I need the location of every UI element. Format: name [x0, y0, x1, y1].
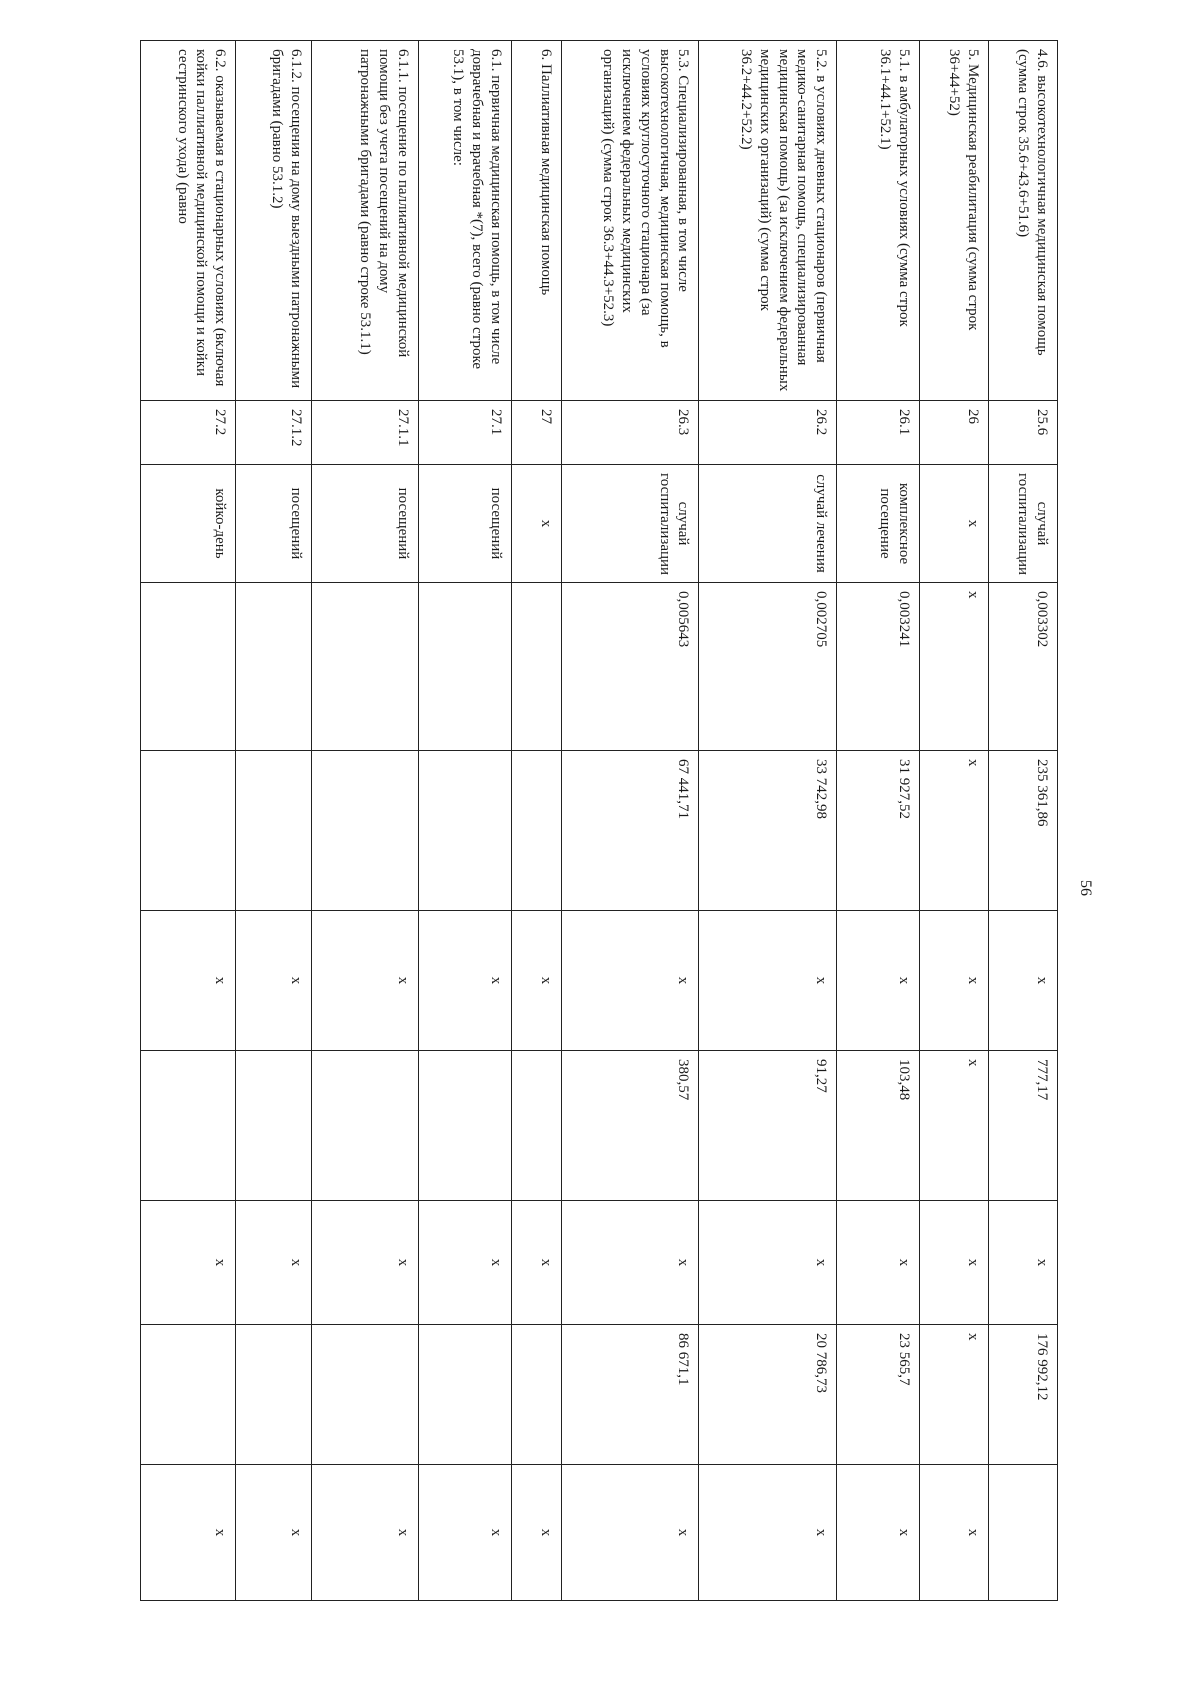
cell-cost-norm — [312, 751, 419, 911]
cell-row-name: 5.2. в условиях дневных стационаров (первичная медико-санитарная помощь, специализированная медицинская помощь) (за исключением федеральных медицинских организаций) (сумма строк 36.2+44.2+52.2) — [699, 41, 837, 401]
cell-total-budget-marker: х — [312, 1201, 419, 1325]
cell-total-oms — [236, 1325, 312, 1465]
cell-cost-norm — [511, 751, 561, 911]
cell-per-capita-budget: х — [236, 911, 312, 1051]
table-row — [141, 41, 236, 1601]
cell-row-name: 6.2. оказываемая в стационарных условиях (включая койки паллиативной медицинской помощи и койки сестринского ухода) (равно — [141, 41, 236, 401]
page-number: 56 — [1077, 880, 1094, 896]
cell-row-code: 27.1.1 — [312, 401, 419, 465]
cell-row-name: 5.3. Специализированная, в том числе высокотехнологичная, медицинская помощь, в условиях круглосуточного стационара (за исключением федеральных медицинских организаций) (сумма строк 36.3+44.3+52.3) — [561, 41, 699, 401]
cell-volume-norm — [419, 583, 512, 751]
cell-total-marker: х — [419, 1465, 512, 1601]
cell-cost-norm: х — [920, 751, 989, 911]
cell-unit: койко-день — [141, 465, 236, 583]
cell-cost-norm — [141, 751, 236, 911]
cell-total-oms — [312, 1325, 419, 1465]
cell-total-oms — [511, 1325, 561, 1465]
cell-total-marker: х — [837, 1465, 920, 1601]
cell-total-budget-marker: х — [236, 1201, 312, 1325]
cell-volume-norm — [141, 583, 236, 751]
cell-per-capita-budget: х — [511, 911, 561, 1051]
cell-per-capita-budget: х — [920, 911, 989, 1051]
cell-unit: посещений — [236, 465, 312, 583]
cell-total-oms: х — [920, 1325, 989, 1465]
cell-total-budget-marker: х — [920, 1201, 989, 1325]
cell-per-capita-oms: 777,17 — [989, 1051, 1058, 1201]
cell-volume-norm — [236, 583, 312, 751]
cell-volume-norm — [312, 583, 419, 751]
table-body — [141, 41, 1058, 1601]
cell-unit: посещений — [419, 465, 512, 583]
cell-total-marker: х — [511, 1465, 561, 1601]
cell-cost-norm: 33 742,98 — [699, 751, 837, 911]
cell-row-name: 4.6. высокотехнологичная медицинская помощь (сумма строк 35.6+43.6+51.6) — [989, 41, 1058, 401]
cell-total-marker: х — [236, 1465, 312, 1601]
cell-total-budget-marker: х — [141, 1201, 236, 1325]
cell-row-name: 6. Паллиативная медицинская помощь — [511, 41, 561, 401]
table-row — [511, 41, 561, 1601]
cell-unit: х — [511, 465, 561, 583]
cell-total-budget-marker: х — [419, 1201, 512, 1325]
cell-row-code: 26.2 — [699, 401, 837, 465]
cell-row-code: 27 — [511, 401, 561, 465]
rotated-table-container — [140, 40, 1058, 1600]
cell-total-marker: х — [699, 1465, 837, 1601]
cell-per-capita-budget: х — [699, 911, 837, 1051]
cell-cost-norm — [236, 751, 312, 911]
cell-cost-norm — [419, 751, 512, 911]
cell-total-marker: х — [312, 1465, 419, 1601]
cell-per-capita-budget: х — [419, 911, 512, 1051]
cell-total-budget-marker: х — [989, 1201, 1058, 1325]
cell-cost-norm: 31 927,52 — [837, 751, 920, 911]
cell-row-name: 5. Медицинская реабилитация (сумма строк 36+44+52) — [920, 41, 989, 401]
cell-unit: х — [920, 465, 989, 583]
cell-volume-norm: х — [920, 583, 989, 751]
financing-table — [140, 40, 1058, 1601]
table-row — [989, 41, 1058, 1601]
cell-volume-norm — [511, 583, 561, 751]
cell-row-name: 6.1.2. посещения на дому выездными патронажными бригадами (равно 53.1.2) — [236, 41, 312, 401]
cell-unit: случай госпитализации — [561, 465, 699, 583]
table-row — [837, 41, 920, 1601]
cell-row-code: 27.1 — [419, 401, 512, 465]
table-row — [236, 41, 312, 1601]
cell-total-oms — [141, 1325, 236, 1465]
cell-unit: случай госпитализации — [989, 465, 1058, 583]
cell-volume-norm: 0,003241 — [837, 583, 920, 751]
cell-per-capita-budget: х — [989, 911, 1058, 1051]
cell-total-marker: х — [561, 1465, 699, 1601]
cell-per-capita-oms — [141, 1051, 236, 1201]
cell-row-name: 6.1.1. посещение по паллиативной медицинской помощи без учета посещений на дому патронажными бригадами (равно строке 53.1.1) — [312, 41, 419, 401]
cell-total-marker: х — [141, 1465, 236, 1601]
cell-total-budget-marker: х — [837, 1201, 920, 1325]
cell-total-budget-marker: х — [699, 1201, 837, 1325]
cell-total-marker: х — [920, 1465, 989, 1601]
cell-per-capita-budget: х — [141, 911, 236, 1051]
cell-per-capita-budget: х — [561, 911, 699, 1051]
cell-volume-norm: 0,002705 — [699, 583, 837, 751]
cell-per-capita-oms — [419, 1051, 512, 1201]
cell-row-code: 26.1 — [837, 401, 920, 465]
cell-row-code: 26 — [920, 401, 989, 465]
cell-unit: случай лечения — [699, 465, 837, 583]
table-row — [920, 41, 989, 1601]
cell-row-code: 26.3 — [561, 401, 699, 465]
cell-total-oms: 176 992,12 — [989, 1325, 1058, 1465]
cell-total-oms — [419, 1325, 512, 1465]
cell-total-oms: 23 565,7 — [837, 1325, 920, 1465]
cell-volume-norm: 0,005643 — [561, 583, 699, 751]
cell-per-capita-oms — [312, 1051, 419, 1201]
cell-per-capita-oms: 91,27 — [699, 1051, 837, 1201]
table-row — [561, 41, 699, 1601]
cell-per-capita-oms — [511, 1051, 561, 1201]
table-row — [419, 41, 512, 1601]
table-row — [699, 41, 837, 1601]
cell-unit: посещений — [312, 465, 419, 583]
cell-total-oms: 20 786,73 — [699, 1325, 837, 1465]
cell-cost-norm: 235 361,86 — [989, 751, 1058, 911]
cell-unit: комплексное посещение — [837, 465, 920, 583]
cell-row-name: 6.1. первичная медицинская помощь, в том числе доврачебная и врачебная *(7), всего (равно строке 53.1), в том числе: — [419, 41, 512, 401]
cell-per-capita-budget: х — [312, 911, 419, 1051]
cell-cost-norm: 67 441,71 — [561, 751, 699, 911]
cell-per-capita-oms — [236, 1051, 312, 1201]
cell-total-oms: 86 671,1 — [561, 1325, 699, 1465]
table-row — [312, 41, 419, 1601]
cell-total-marker — [989, 1465, 1058, 1601]
cell-per-capita-oms: 380,57 — [561, 1051, 699, 1201]
cell-total-budget-marker: х — [561, 1201, 699, 1325]
cell-per-capita-budget: х — [837, 911, 920, 1051]
cell-row-name: 5.1. в амбулаторных условиях (сумма строк 36.1+44.1+52.1) — [837, 41, 920, 401]
cell-row-code: 27.1.2 — [236, 401, 312, 465]
cell-total-budget-marker: х — [511, 1201, 561, 1325]
cell-row-code: 25.6 — [989, 401, 1058, 465]
cell-per-capita-oms: х — [920, 1051, 989, 1201]
cell-volume-norm: 0,003302 — [989, 583, 1058, 751]
cell-per-capita-oms: 103,48 — [837, 1051, 920, 1201]
cell-row-code: 27.2 — [141, 401, 236, 465]
